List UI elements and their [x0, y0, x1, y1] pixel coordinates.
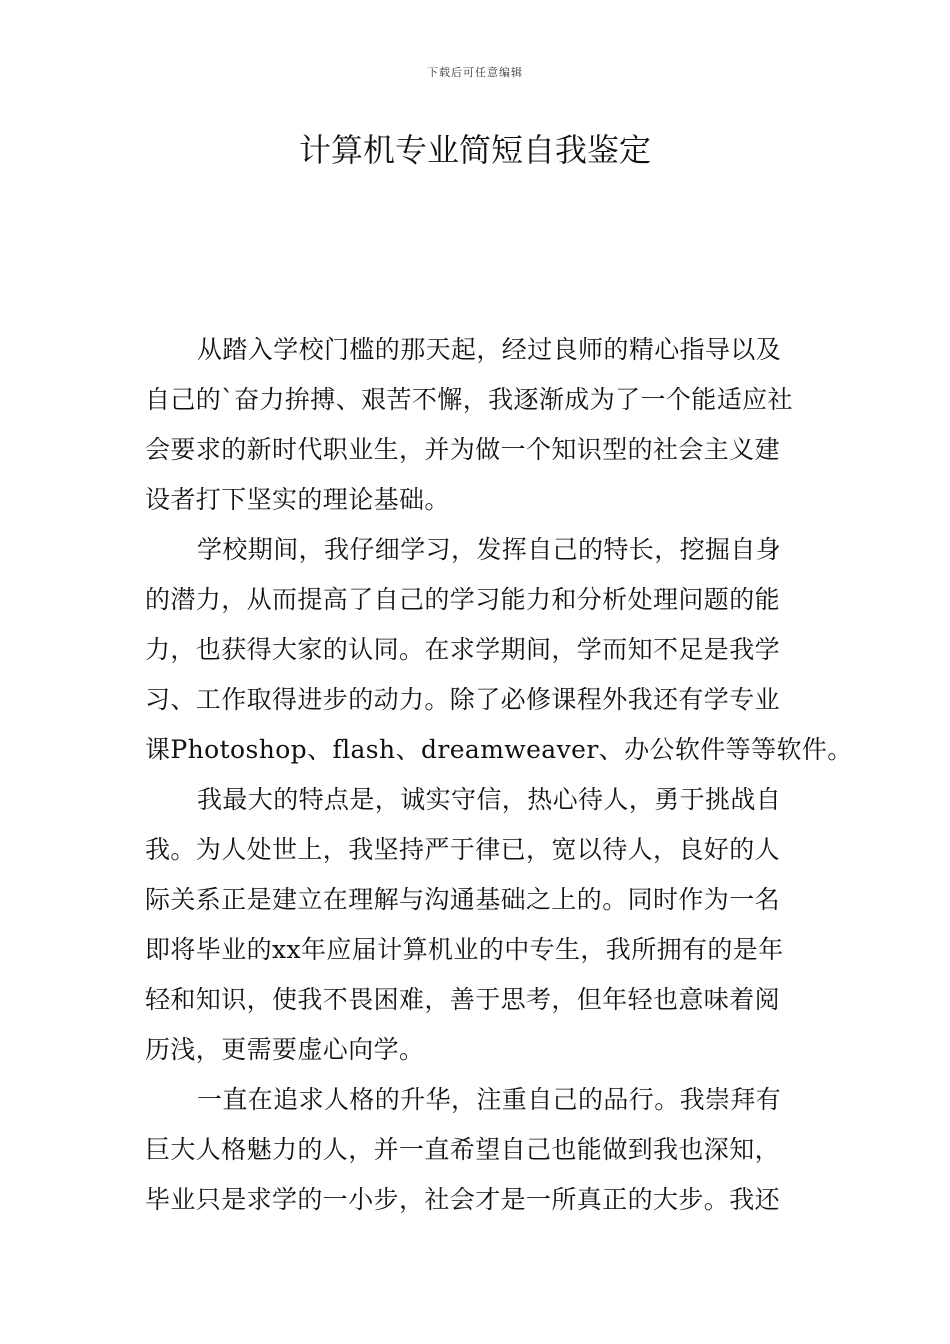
header-note: 下载后可任意编辑 — [427, 66, 523, 79]
text-line: 轻和知识，使我不畏困难，善于思考，但年轻也意味着阅 — [145, 985, 781, 1014]
document-body — [145, 325, 853, 1225]
paragraph-2 — [145, 525, 853, 775]
text-line: 的潜力，从而提高了自己的学习能力和分析处理问题的能 — [145, 585, 781, 614]
text-line: 力，也获得大家的认同。在求学期间，学而知不足是我学 — [145, 635, 781, 664]
text-line: 学校期间，我仔细学习，发挥自己的特长，挖掘自身 — [197, 535, 782, 564]
text-line: 课Photoshop、flash、dreamweaver、办公软件等等软件。 — [145, 735, 853, 764]
text-line: 从踏入学校门槛的那天起，经过良师的精心指导以及 — [197, 335, 782, 364]
document-title: 计算机专业简短自我鉴定 — [298, 131, 651, 169]
text-line: 巨大人格魅力的人，并一直希望自己也能做到我也深知， — [145, 1135, 781, 1164]
paragraph-4 — [145, 1075, 807, 1225]
text-line: 自己的`奋力拚搏、艰苦不懈，我逐渐成为了一个能适应社 — [145, 385, 793, 414]
paragraph-3 — [145, 775, 807, 1075]
text-line: 历浅，更需要虚心向学。 — [145, 1035, 425, 1064]
text-line: 习、工作取得进步的动力。除了必修课程外我还有学专业 — [145, 685, 781, 714]
text-line: 会要求的新时代职业生，并为做一个知识型的社会主义建 — [145, 435, 781, 464]
text-line: 毕业只是求学的一小步，社会才是一所真正的大步。我还 — [145, 1185, 781, 1214]
text-line: 设者打下坚实的理论基础。 — [145, 485, 450, 514]
paragraph-1 — [145, 325, 807, 525]
text-line: 即将毕业的xx年应届计算机业的中专生，我所拥有的是年 — [145, 935, 784, 964]
text-line: 际关系正是建立在理解与沟通基础之上的。同时作为一名 — [145, 885, 781, 914]
text-line: 我。为人处世上，我坚持严于律已，宽以待人，良好的人 — [145, 835, 781, 864]
text-line: 一直在追求人格的升华，注重自己的品行。我崇拜有 — [197, 1085, 782, 1114]
text-line: 我最大的特点是，诚实守信，热心待人，勇于挑战自 — [197, 785, 782, 814]
